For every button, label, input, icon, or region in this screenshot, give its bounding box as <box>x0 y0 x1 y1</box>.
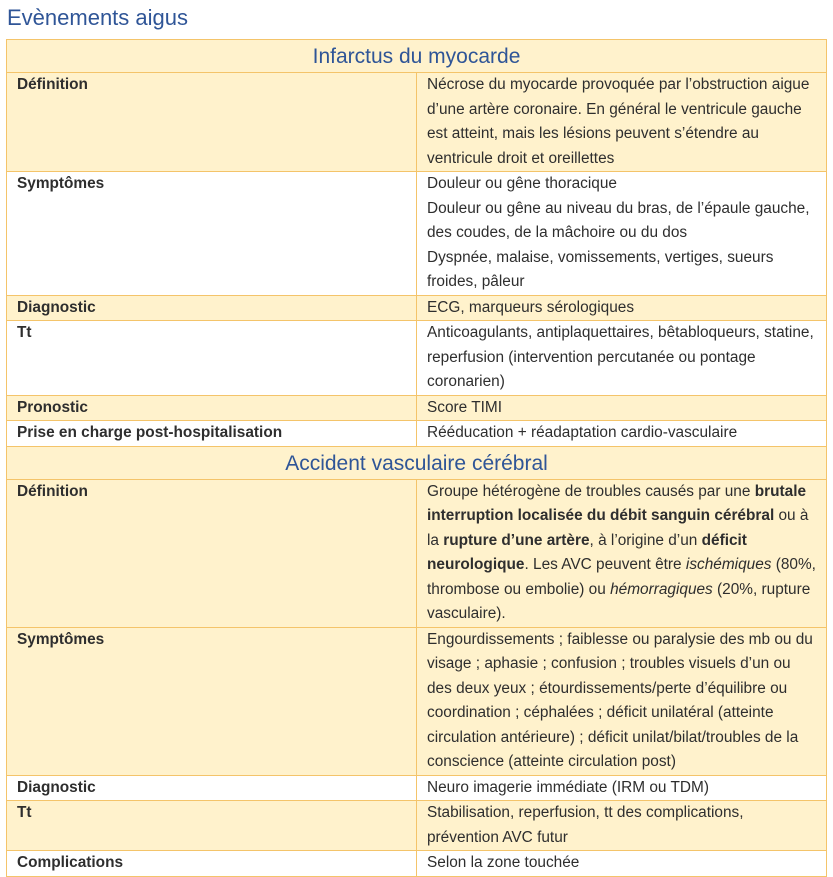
row-content <box>417 479 827 627</box>
row-content: Nécrose du myocarde provoquée par l’obstruction aigue d’une artère coronaire. En général le ventricule gauche est atteint, mais les lésions peuvent s’étendre au ventricule droit et oreillettes <box>417 73 827 172</box>
table-row <box>7 801 827 851</box>
row-label: Diagnostic <box>7 775 417 801</box>
row-content: Score TIMI <box>417 395 827 421</box>
row-content: Stabilisation, reperfusion, tt des complications, prévention AVC futur <box>417 801 827 851</box>
section-title: Infarctus du myocarde <box>7 40 827 73</box>
text-run: ou à la <box>427 507 809 549</box>
row-content <box>417 172 827 296</box>
row-content: Engourdissements ; faiblesse ou paralysie des mb ou du visage ; aphasie ; confusion ; troubles visuels d’un ou des deux yeux ; étourdissements/perte d’équilibre ou coordination ; céphalées ; déficit unilatéral (atteinte circulation antérieure) ; déficit unilat/bilat/troubles de la conscience (atteinte circulation post) <box>417 627 827 775</box>
section-title: Accident vasculaire cérébral <box>7 446 827 479</box>
text-run: (20%, rupture vasculaire). <box>427 580 811 622</box>
table-row <box>7 73 827 172</box>
italic-term: hémorragiques <box>610 580 713 598</box>
table-row <box>7 851 827 877</box>
text-run: (80%, thrombose ou embolie) ou <box>427 556 816 598</box>
table-row <box>7 172 827 296</box>
text-run: Groupe hétérogène de troubles causés par une <box>427 482 755 500</box>
row-label: Complications <box>7 851 417 877</box>
section-header-avc <box>7 446 827 479</box>
page-title: Evènements aigus <box>7 5 188 30</box>
table-row <box>7 321 827 396</box>
table-row <box>7 775 827 801</box>
italic-term: ischémiques <box>685 556 772 573</box>
row-label: Tt <box>7 801 417 851</box>
row-content: ECG, marqueurs sérologiques <box>417 295 827 321</box>
row-label: Définition <box>7 479 417 627</box>
table-row <box>7 421 827 447</box>
row-label: Symptômes <box>7 627 417 775</box>
row-label: Tt <box>7 321 417 396</box>
table-row <box>7 395 827 421</box>
symptom-line: Douleur ou gêne thoracique <box>427 175 617 192</box>
row-label: Symptômes <box>7 172 417 296</box>
symptom-line: Dyspnée, malaise, vomissements, vertiges, sueurs froides, pâleur <box>427 248 774 290</box>
row-label: Pronostic <box>7 395 417 421</box>
row-label: Diagnostic <box>7 295 417 321</box>
table-row <box>7 295 827 321</box>
text-run: . Les AVC peuvent être <box>524 556 686 573</box>
text-run: , à l’origine d’un <box>589 531 702 549</box>
summary-table <box>6 39 827 877</box>
bold-term: rupture d’une artère <box>443 531 590 549</box>
section-header-infarctus <box>7 40 827 73</box>
symptom-line: Douleur ou gêne au niveau du bras, de l’épaule gauche, des coudes, de la mâchoire ou du dos <box>427 199 810 241</box>
bold-term: brutale interruption localisée du débit sanguin cérébral <box>427 482 807 524</box>
row-content: Selon la zone touchée <box>417 851 827 877</box>
bold-term: déficit neurologique <box>427 531 747 573</box>
row-content: Rééducation + réadaptation cardio-vasculaire <box>417 421 827 447</box>
row-content: Anticoagulants, antiplaquettaires, bêtabloqueurs, statine, reperfusion (intervention percutanée ou pontage coronarien) <box>417 321 827 396</box>
row-label: Définition <box>7 73 417 172</box>
row-content: Neuro imagerie immédiate (IRM ou TDM) <box>417 775 827 801</box>
table-row <box>7 479 827 627</box>
table-row <box>7 627 827 775</box>
row-label: Prise en charge post-hospitalisation <box>7 421 417 447</box>
